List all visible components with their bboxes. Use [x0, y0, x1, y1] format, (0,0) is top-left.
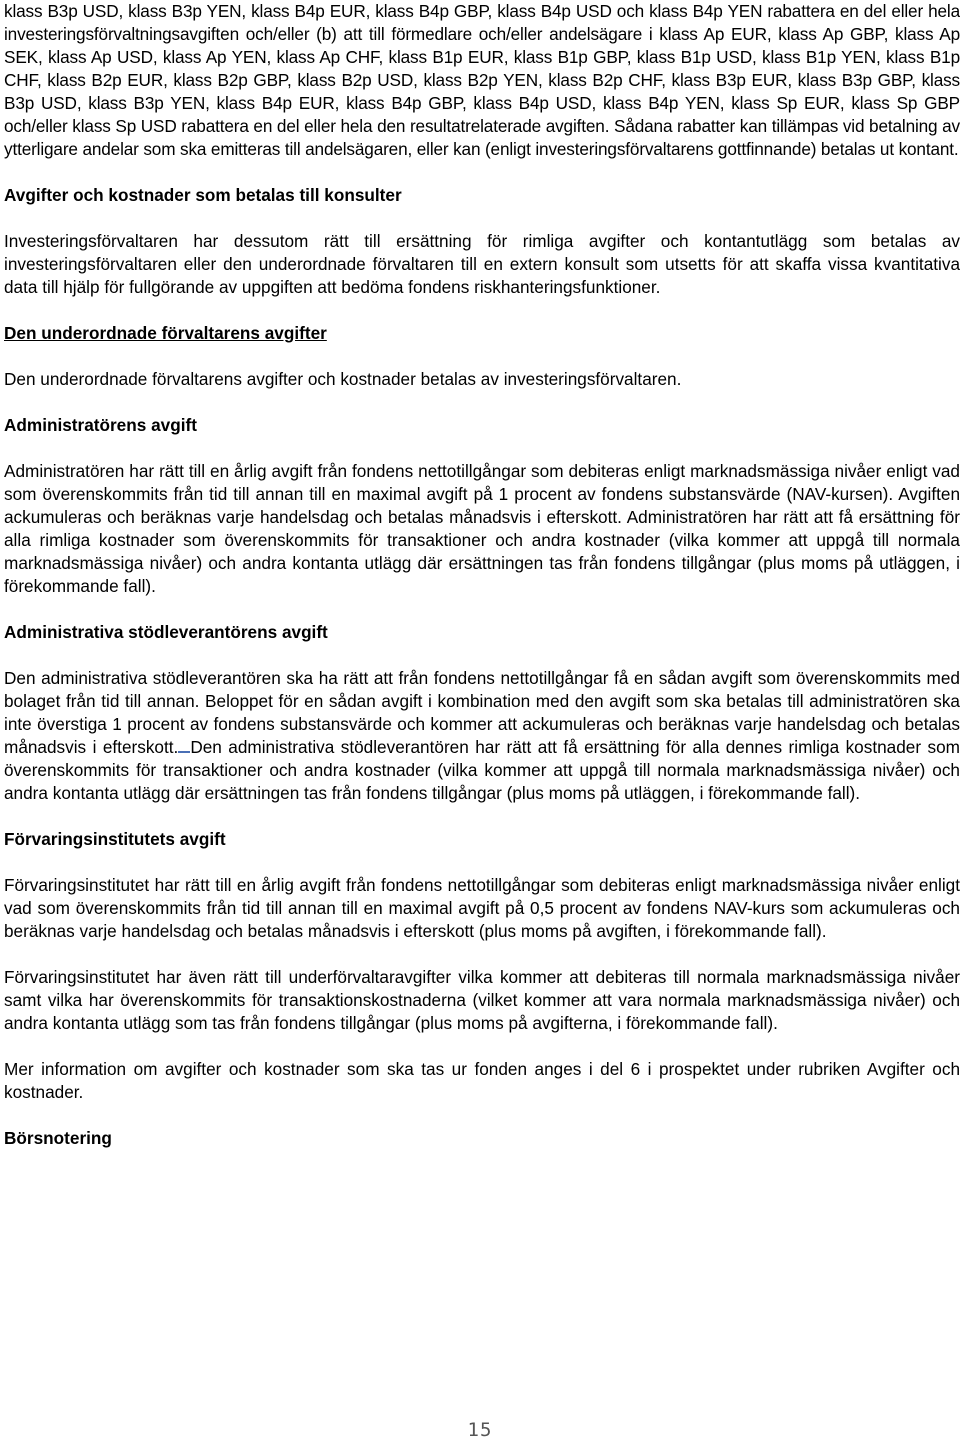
heading-listing: Börsnotering: [4, 1128, 112, 1148]
subadvisor-fees-paragraph: Den underordnade förvaltarens avgifter och kostnader betalas av investeringsförvaltaren.: [4, 369, 682, 389]
admin-support-fee-paragraph: [4, 667, 960, 805]
intro-paragraph: klass B3p USD, klass B3p YEN, klass B4p EUR, klass B4p GBP, klass B4p USD och klass B4p YEN rabattera en del eller hela investeringsförvaltningsavgiften och/eller (b) att till förmedlare och/eller andelsägare i klass Ap EUR, klass Ap GBP, klass Ap SEK, klass Ap USD, klass Ap YEN, klass Ap CHF, klass B1p EUR, klass B1p GBP, klass B1p USD, klass B1p YEN, klass B1p CHF, klass B2p EUR, klass B2p GBP, klass B2p USD, klass B2p YEN, klass B2p CHF, klass B3p EUR, klass B3p GBP, klass B3p USD, klass B3p YEN, klass B4p EUR, klass B4p GBP, klass B4p USD, klass B4p YEN, klass Sp EUR, klass Sp GBP och/eller klass Sp USD rabattera en del eller hela den resultatrelaterade avgiften. Sådana rabatter kan tillämpas vid betalning av ytterligare andelar som ska emitteras till andelsägaren, eller kan (enligt investeringsförvaltarens gottfinnande) betalas ut kontant.: [4, 1, 960, 159]
administrator-fee-paragraph: Administratören har rätt till en årlig avgift från fondens nettotillgångar som debiteras enligt marknadsmässiga nivåer enligt vad som överenskommits från tid till annan till en maximal avgift på 1 procent av fondens substansvärde (NAV-kursen). Avgiften ackumuleras och beräknas varje handelsdag och betalas månadsvis i efterskott. Administratören har rätt att få ersättning för alla rimliga kostnader som överenskommits för transaktioner och andra kostnader (vilka kommer att uppgå till normala marknadsmässiga nivåer) och andra kontanta utlägg där ersättningen tas från fondens tillgångar (plus moms på utläggen, i förekommande fall).: [4, 461, 960, 596]
heading-subadvisor-fees: Den underordnade förvaltarens avgifter: [4, 323, 327, 343]
edit-marker-icon: [178, 737, 190, 753]
spacer: [4, 161, 960, 184]
spacer: [4, 644, 960, 667]
spacer: [4, 207, 960, 230]
admin-support-text-b: Den administrativa stödleverantören har rätt att få ersättning för alla dennes rimliga kostnader som överenskommits för transaktioner och andra kostnader (vilka kommer att uppgå till normala marknadsmässiga nivåer) och andra kontanta utlägg där ersättningen tas från fondens tillgångar (plus moms på utläggen, i förekommande fall).: [4, 737, 960, 803]
spacer: [4, 1104, 960, 1127]
spacer: [4, 345, 960, 368]
spacer: [4, 943, 960, 966]
consultant-fees-paragraph: Investeringsförvaltaren har dessutom rätt till ersättning för rimliga avgifter och kontantutlägg som betalas av investeringsförvaltaren eller den underordnade förvaltaren till en extern konsult som utsetts för att skaffa vissa kvantitativa data till hjälp för fullgörande av uppgiften att bedöma fondens riskhanteringsfunktioner.: [4, 231, 960, 297]
document-page: [4, 0, 960, 1150]
page-number: 15: [467, 1419, 493, 1441]
spacer: [4, 299, 960, 322]
heading-consultant-fees: Avgifter och kostnader som betalas till konsulter: [4, 185, 402, 205]
heading-depositary-fee: Förvaringsinstitutets avgift: [4, 829, 226, 849]
depositary-fee-paragraph-3: Mer information om avgifter och kostnader som ska tas ur fonden anges i del 6 i prospektet under rubriken Avgifter och kostnader.: [4, 1059, 960, 1102]
spacer: [4, 851, 960, 874]
heading-administrator-fee: Administratörens avgift: [4, 415, 197, 435]
depositary-fee-paragraph-2: Förvaringsinstitutet har även rätt till underförvaltaravgifter vilka kommer att debiteras till normala marknadsmässiga nivåer samt vilka har överenskommits för transaktionskostnaderna (vilket kommer att vara normala marknadsmässiga nivåer) och andra kontanta utlägg som tas från fondens tillgångar (plus moms på avgifterna, i förekommande fall).: [4, 967, 960, 1033]
admin-support-text-a: Den administrativa stödleverantören ska ha rätt att från fondens nettotillgångar få en sådan avgift som överenskommits med bolaget från tid till annan. Beloppet för en sådan avgift i kombination med den avgift som ska betalas till administratören ska inte överstiga 1 procent av fondens substansvärde och kommer att ackumuleras och beräknas varje handelsdag och betalas månadsvis i efterskott.: [4, 668, 960, 757]
spacer: [4, 598, 960, 621]
spacer: [4, 391, 960, 414]
spacer: [4, 805, 960, 828]
heading-admin-support-fee: Administrativa stödleverantörens avgift: [4, 622, 328, 642]
depositary-fee-paragraph-1: Förvaringsinstitutet har rätt till en årlig avgift från fondens nettotillgångar som debiteras enligt marknadsmässiga nivåer enligt vad som överenskommits från tid till annan till en maximal avgift på 0,5 procent av fondens NAV-kurs som ackumuleras och beräknas varje handelsdag och betalas månadsvis i efterskott (plus moms på avgiften, i förekommande fall).: [4, 875, 960, 941]
spacer: [4, 1035, 960, 1058]
spacer: [4, 437, 960, 460]
